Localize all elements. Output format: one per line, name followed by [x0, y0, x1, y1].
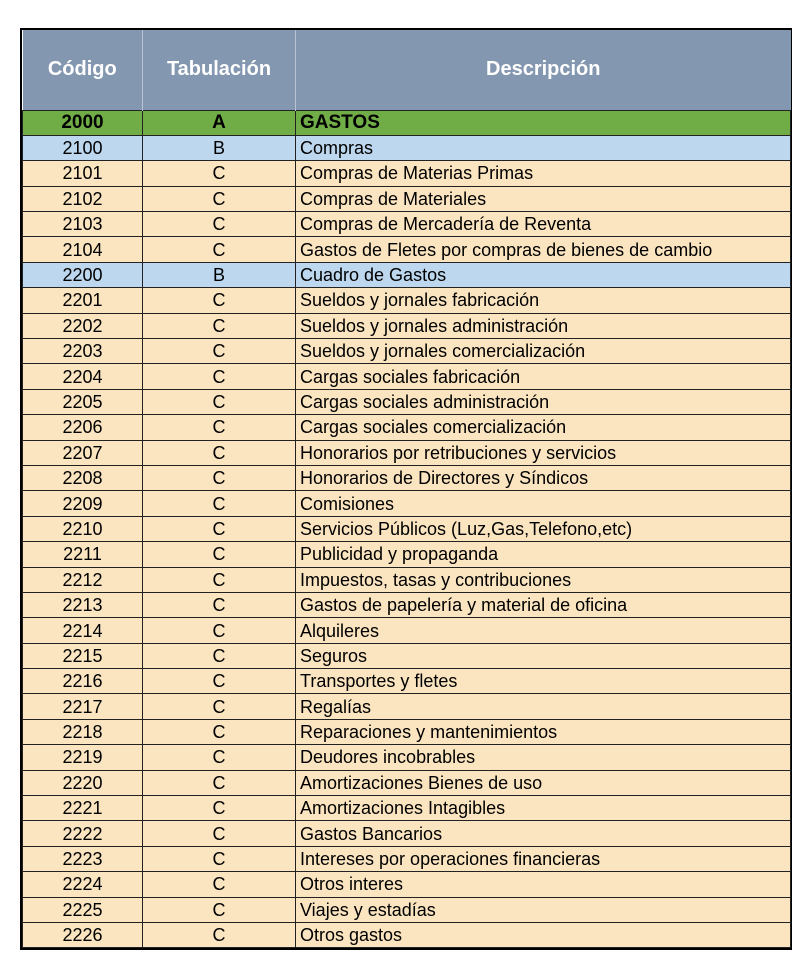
- header-desc: Descripción: [486, 58, 601, 81]
- cell-code: 2100: [23, 135, 143, 160]
- cell-tab: C: [143, 923, 296, 948]
- cell-desc: Otros gastos: [296, 923, 791, 948]
- cell-code: 2209: [23, 491, 143, 516]
- cell-code: 2202: [23, 313, 143, 338]
- table-row: [23, 339, 791, 364]
- cell-tab: C: [143, 669, 296, 694]
- cell-code: 2214: [23, 618, 143, 643]
- cell-code: 2201: [23, 288, 143, 313]
- cell-code: 2200: [23, 262, 143, 287]
- cell-code: 2213: [23, 592, 143, 617]
- table-row: [23, 135, 791, 160]
- table-row: [23, 694, 791, 719]
- accounts-table: [22, 30, 791, 948]
- table-row: [23, 389, 791, 414]
- table-row: [23, 161, 791, 186]
- cell-code: 2216: [23, 669, 143, 694]
- header-tab: Tabulación: [143, 30, 296, 110]
- table-row: [23, 110, 791, 135]
- cell-desc: Gastos de Fletes por compras de bienes de cambio: [296, 237, 791, 262]
- table-row: [23, 770, 791, 795]
- table-row: [23, 542, 791, 567]
- table-header: [23, 30, 791, 110]
- cell-desc: Regalías: [296, 694, 791, 719]
- table-row: [23, 923, 791, 948]
- cell-tab: C: [143, 516, 296, 541]
- table-row: [23, 618, 791, 643]
- cell-desc: Compras: [296, 135, 791, 160]
- cell-desc: Reparaciones y mantenimientos: [296, 719, 791, 744]
- cell-tab: C: [143, 643, 296, 668]
- cell-tab: C: [143, 821, 296, 846]
- cell-desc: Amortizaciones Bienes de uso: [296, 770, 791, 795]
- table-row: [23, 897, 791, 922]
- cell-code: 2102: [23, 186, 143, 211]
- table-row: [23, 440, 791, 465]
- cell-tab: C: [143, 288, 296, 313]
- cell-desc: Deudores incobrables: [296, 745, 791, 770]
- header-code: Código: [23, 30, 143, 110]
- table-row: [23, 288, 791, 313]
- cell-desc: Comisiones: [296, 491, 791, 516]
- cell-desc: Sueldos y jornales fabricación: [296, 288, 791, 313]
- table-row: [23, 186, 791, 211]
- cell-desc: Compras de Materias Primas: [296, 161, 791, 186]
- cell-code: 2215: [23, 643, 143, 668]
- cell-desc: Compras de Mercadería de Reventa: [296, 212, 791, 237]
- cell-desc: Gastos Bancarios: [296, 821, 791, 846]
- cell-code: 2103: [23, 212, 143, 237]
- table-row: [23, 796, 791, 821]
- cell-tab: C: [143, 389, 296, 414]
- cell-tab: C: [143, 440, 296, 465]
- cell-desc: Cuadro de Gastos: [296, 262, 791, 287]
- cell-desc: Otros interes: [296, 872, 791, 897]
- table-row: [23, 643, 791, 668]
- cell-tab: C: [143, 796, 296, 821]
- table-row: [23, 846, 791, 871]
- cell-tab: C: [143, 567, 296, 592]
- cell-code: 2221: [23, 796, 143, 821]
- cell-tab: C: [143, 161, 296, 186]
- header-row: [23, 30, 791, 110]
- cell-code: 2205: [23, 389, 143, 414]
- table-row: [23, 821, 791, 846]
- cell-desc: Transportes y fletes: [296, 669, 791, 694]
- cell-code: 2226: [23, 923, 143, 948]
- cell-code: 2210: [23, 516, 143, 541]
- cell-desc: GASTOS: [296, 110, 791, 135]
- cell-desc: Servicios Públicos (Luz,Gas,Telefono,etc): [296, 516, 791, 541]
- cell-tab: C: [143, 542, 296, 567]
- cell-tab: C: [143, 339, 296, 364]
- cell-tab: C: [143, 719, 296, 744]
- cell-code: 2207: [23, 440, 143, 465]
- cell-tab: C: [143, 212, 296, 237]
- table-row: [23, 872, 791, 897]
- cell-desc: Honorarios de Directores y Síndicos: [296, 465, 791, 490]
- cell-code: 2225: [23, 897, 143, 922]
- table-row: [23, 212, 791, 237]
- cell-tab: C: [143, 745, 296, 770]
- table-row: [23, 465, 791, 490]
- table-row: [23, 313, 791, 338]
- cell-code: 2211: [23, 542, 143, 567]
- cell-code: 2206: [23, 415, 143, 440]
- cell-desc: Impuestos, tasas y contribuciones: [296, 567, 791, 592]
- cell-desc: Amortizaciones Intagibles: [296, 796, 791, 821]
- cell-code: 2219: [23, 745, 143, 770]
- cell-tab: B: [143, 262, 296, 287]
- cell-tab: C: [143, 618, 296, 643]
- cell-tab: C: [143, 186, 296, 211]
- cell-tab: C: [143, 770, 296, 795]
- table-row: [23, 491, 791, 516]
- table-row: [23, 364, 791, 389]
- cell-tab: C: [143, 897, 296, 922]
- cell-code: 2212: [23, 567, 143, 592]
- cell-desc: Cargas sociales fabricación: [296, 364, 791, 389]
- table-row: [23, 516, 791, 541]
- cell-desc: Alquileres: [296, 618, 791, 643]
- cell-code: 2204: [23, 364, 143, 389]
- cell-code: 2208: [23, 465, 143, 490]
- cell-desc: Sueldos y jornales administración: [296, 313, 791, 338]
- table-row: [23, 719, 791, 744]
- cell-code: 2222: [23, 821, 143, 846]
- cell-desc: Cargas sociales administración: [296, 389, 791, 414]
- cell-tab: C: [143, 364, 296, 389]
- cell-desc: Honorarios por retribuciones y servicios: [296, 440, 791, 465]
- cell-tab: C: [143, 491, 296, 516]
- cell-code: 2218: [23, 719, 143, 744]
- cell-code: 2104: [23, 237, 143, 262]
- cell-tab: C: [143, 313, 296, 338]
- cell-code: 2101: [23, 161, 143, 186]
- cell-desc: Compras de Materiales: [296, 186, 791, 211]
- cell-code: 2000: [23, 110, 143, 135]
- cell-tab: A: [143, 110, 296, 135]
- table-body: [23, 110, 791, 948]
- cell-desc: Viajes y estadías: [296, 897, 791, 922]
- cell-tab: B: [143, 135, 296, 160]
- cell-desc: Gastos de papelería y material de oficina: [296, 592, 791, 617]
- cell-desc: Publicidad y propaganda: [296, 542, 791, 567]
- table-row: [23, 415, 791, 440]
- cell-code: 2224: [23, 872, 143, 897]
- cell-tab: C: [143, 415, 296, 440]
- cell-tab: C: [143, 592, 296, 617]
- cell-desc: Seguros: [296, 643, 791, 668]
- table-row: [23, 669, 791, 694]
- table-row: [23, 262, 791, 287]
- cell-code: 2217: [23, 694, 143, 719]
- cell-code: 2203: [23, 339, 143, 364]
- cell-tab: C: [143, 237, 296, 262]
- cell-tab: C: [143, 846, 296, 871]
- cell-desc: Intereses por operaciones financieras: [296, 846, 791, 871]
- cell-desc: Cargas sociales comercialización: [296, 415, 791, 440]
- table-row: [23, 237, 791, 262]
- cell-code: 2220: [23, 770, 143, 795]
- accounts-sheet: [20, 28, 792, 950]
- cell-tab: C: [143, 872, 296, 897]
- cell-tab: C: [143, 694, 296, 719]
- cell-desc: Sueldos y jornales comercialización: [296, 339, 791, 364]
- table-row: [23, 745, 791, 770]
- table-row: [23, 592, 791, 617]
- cell-tab: C: [143, 465, 296, 490]
- table-row: [23, 567, 791, 592]
- cell-code: 2223: [23, 846, 143, 871]
